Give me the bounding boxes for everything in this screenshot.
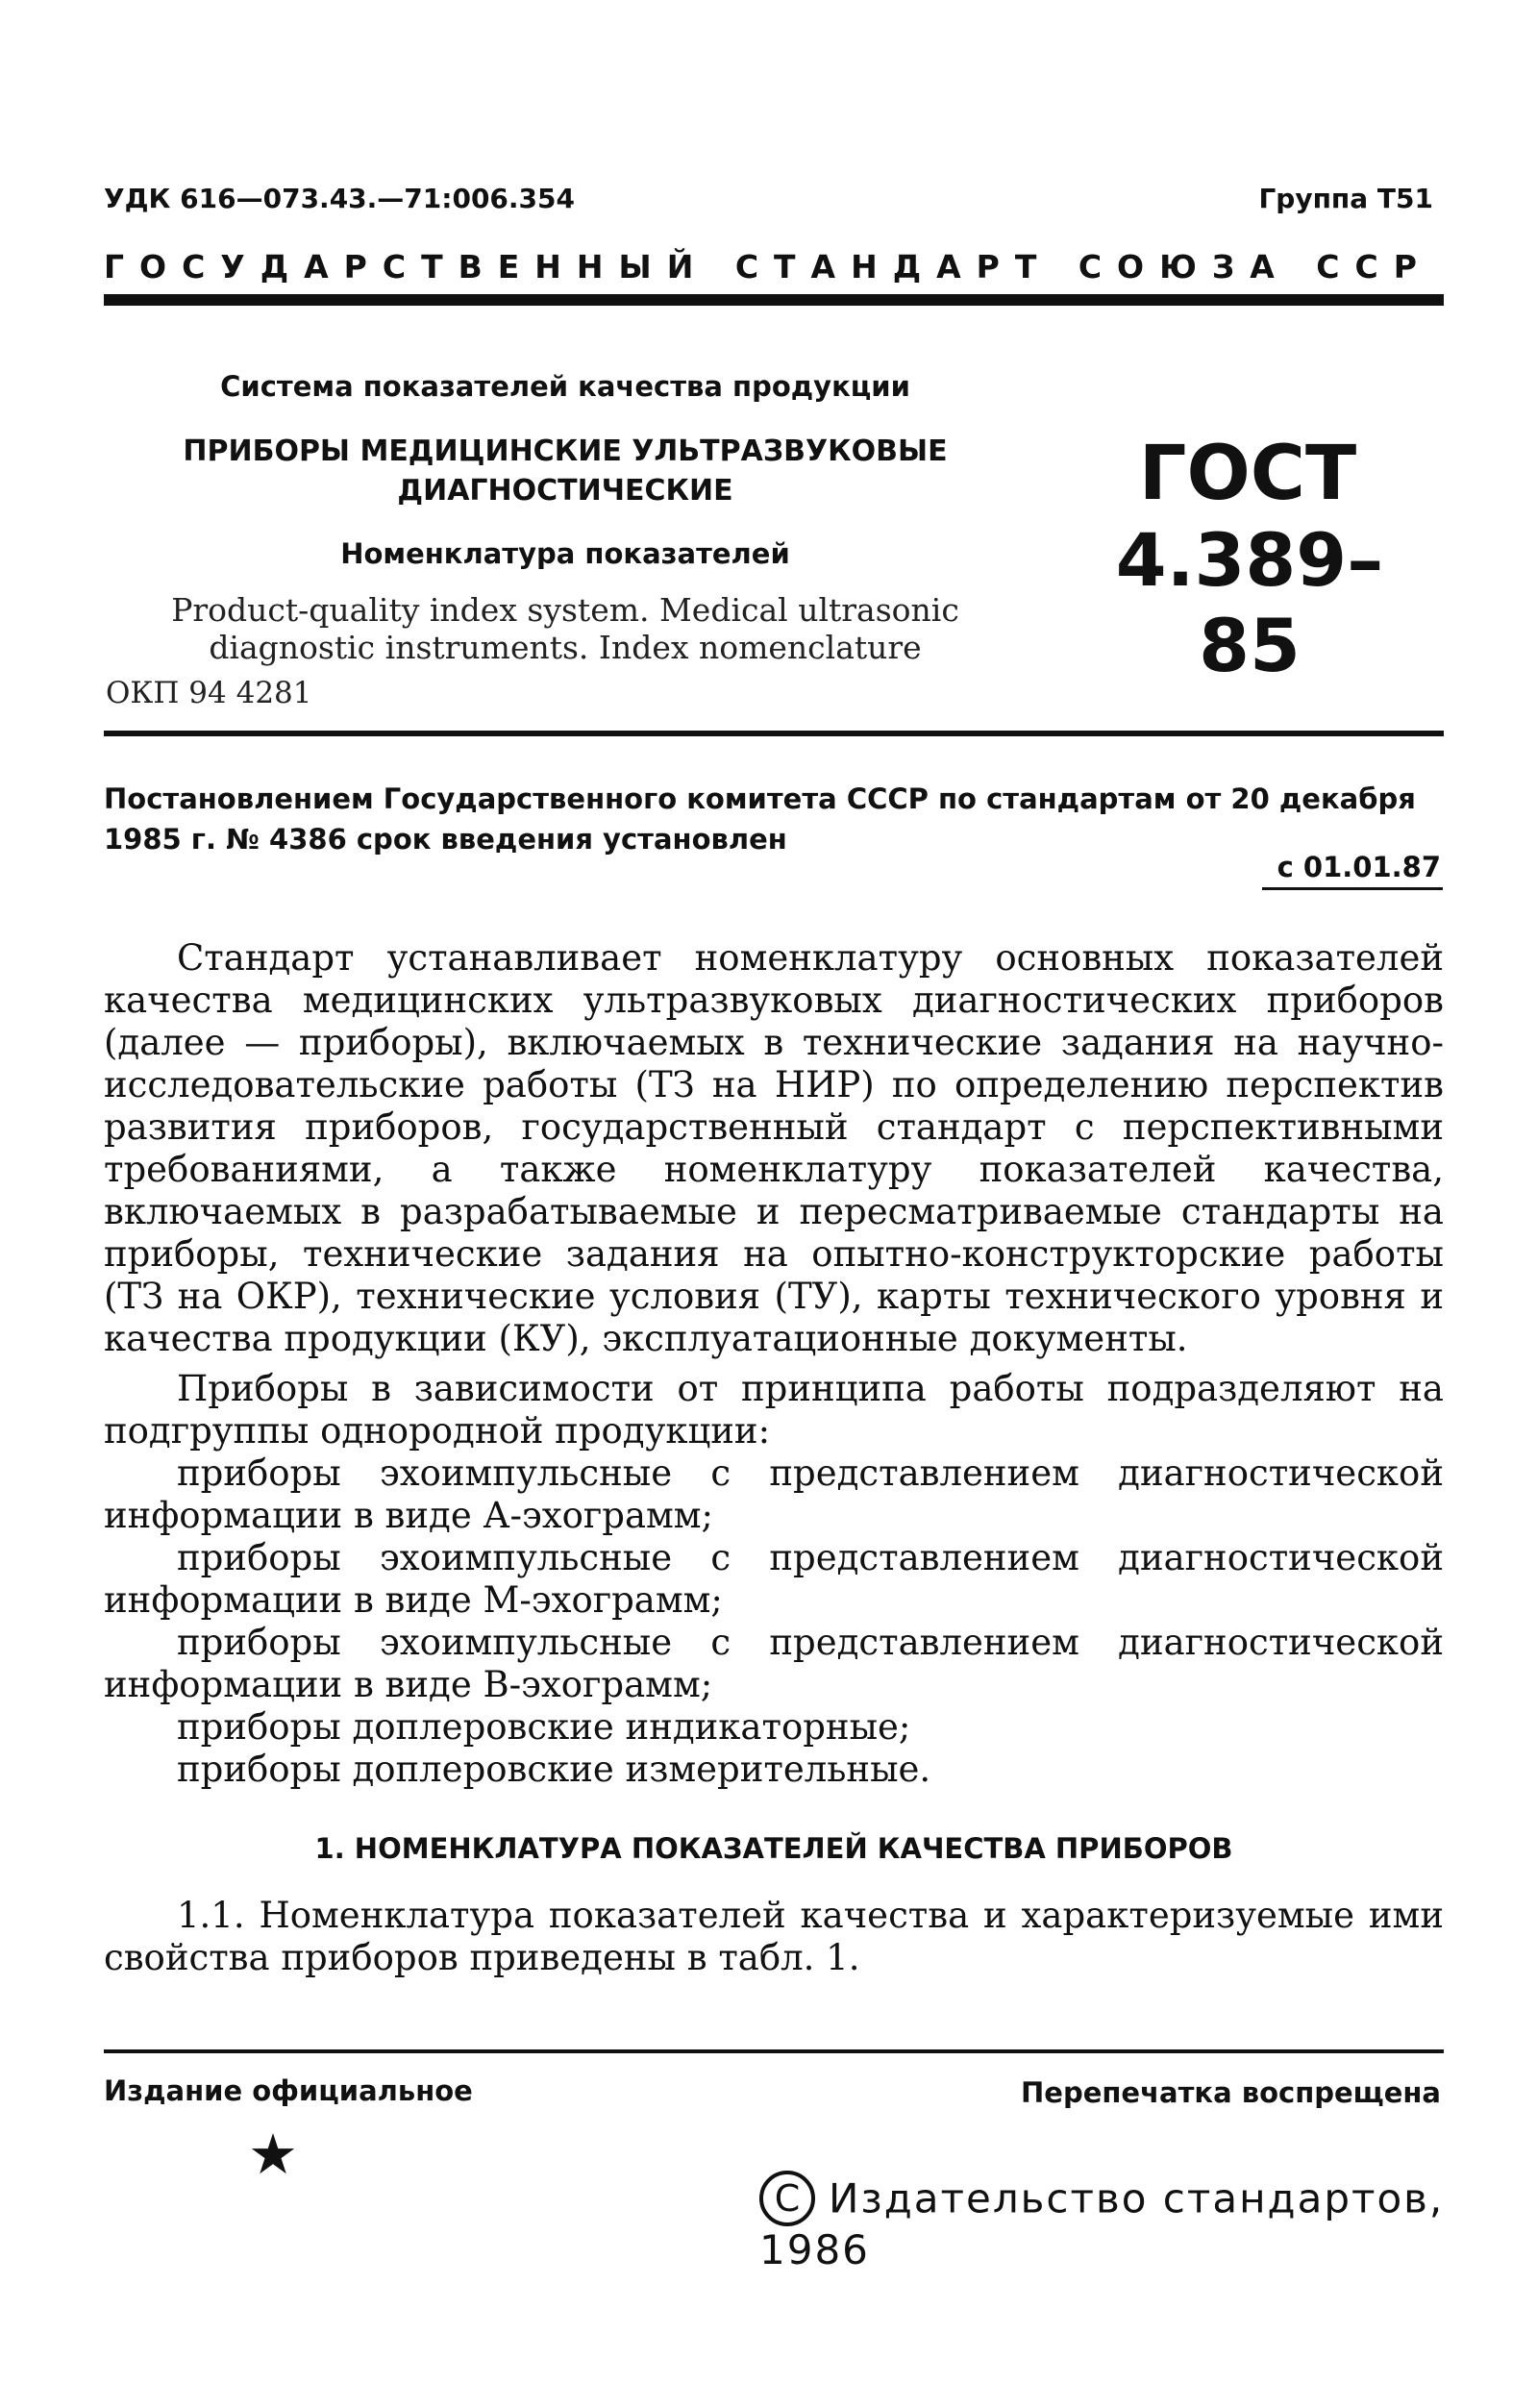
- document-body: [104, 937, 1444, 1979]
- decree-text: Постановлением Государственного комитета СССР по стандартам от 20 декабря 1985 г. № 4386 срок введения установлен: [104, 782, 1416, 856]
- introduction-date: с 01.01.87: [1262, 851, 1443, 890]
- system-title: Система показателей качества продукции: [220, 370, 910, 403]
- english-title: Product-quality index system. Medical ultrasonic diagnostic instruments. Index nomenclature: [171, 591, 959, 666]
- list-item: приборы эхоимпульсные с представлением диагностической информации в виде М-эхограмм;: [104, 1537, 1444, 1621]
- udc-code: УДК 616—073.43.—71:006.354: [104, 183, 575, 214]
- middle-rule: [104, 731, 1444, 736]
- publisher-name: Издательство стандартов, 1986: [759, 2174, 1445, 2273]
- paragraph-scope: Стандарт устанавливает номенклатуру основных показателей качества медицинских ультразвуковых диагностических приборов (далее — приборы), включаемых в технические задания на научно-исследовательские работы (ТЗ на НИР) по определению перспектив развития приборов, государственный стандарт с перспективными требованиями, а также номенклатуру показателей качества, включаемых в разрабатываемые и пересматриваемые стандарты на приборы, технические задания на опытно-конструкторские работы (ТЗ на ОКР), технические условия (ТУ), карты технического уровня и качества продукции (КУ), эксплуатационные документы.: [104, 937, 1444, 1359]
- top-rule: [104, 294, 1444, 306]
- section-heading: 1. НОМЕНКЛАТУРА ПОКАЗАТЕЛЕЙ КАЧЕСТВА ПРИБОРОВ: [314, 1832, 1233, 1865]
- document-title: ПРИБОРЫ МЕДИЦИНСКИЕ УЛЬТРАЗВУКОВЫЕ ДИАГНОСТИЧЕСКИЕ: [183, 434, 948, 508]
- star-icon: ★: [248, 2122, 298, 2187]
- publisher-line: [759, 2171, 1537, 2273]
- list-item: приборы доплеровские индикаторные;: [177, 1706, 911, 1748]
- paragraph-subgroups: Приборы в зависимости от принципа работы подразделяют на подгруппы однородной продукции:: [104, 1368, 1444, 1452]
- group-code: Группа Т51: [1258, 183, 1433, 214]
- gost-number: 4.389–85: [1115, 517, 1384, 688]
- list-item: приборы эхоимпульсные с представлением диагностической информации в виде В-эхограмм;: [104, 1622, 1444, 1705]
- reprint-prohibited-label: Перепечатка воспрещена: [1021, 2076, 1441, 2109]
- copyright-icon: C: [759, 2171, 815, 2226]
- title-block: [104, 370, 1027, 666]
- list-item: приборы эхоимпульсные с представлением диагностической информации в виде А-эхограмм;: [104, 1452, 1444, 1536]
- paragraph-1-1: 1.1. Номенклатура показателей качества и характеризуемые ими свойства приборов приведены в табл. 1.: [104, 1895, 1444, 1978]
- okp-code: ОКП 94 4281: [106, 676, 312, 710]
- list-item: приборы доплеровские измерительные.: [177, 1749, 931, 1790]
- official-edition-label: Издание официальное: [104, 2074, 473, 2107]
- document-subtitle: Номенклатура показателей: [340, 537, 790, 570]
- bottom-rule: [104, 2049, 1444, 2053]
- gost-label: ГОСТ: [1138, 431, 1357, 517]
- state-standard-heading: ГОСУДАРСТВЕННЫЙ СТАНДАРТ СОЮЗА ССР: [104, 248, 1432, 285]
